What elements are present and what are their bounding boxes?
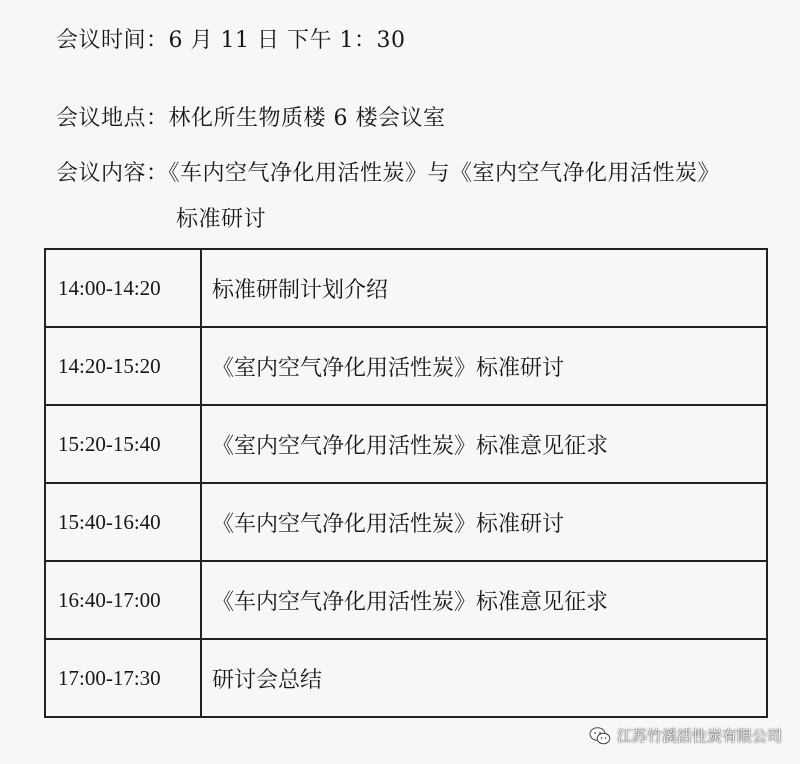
schedule-topic: 《车内空气净化用活性炭》标准意见征求 (201, 561, 767, 639)
watermark-text: 江苏竹溪活性炭有限公司 (616, 727, 782, 745)
schedule-time: 14:20-15:20 (45, 327, 201, 405)
schedule-topic: 研讨会总结 (201, 639, 767, 717)
schedule-table (44, 248, 768, 718)
schedule-topic: 《室内空气净化用活性炭》标准研讨 (201, 327, 767, 405)
schedule-time: 15:20-15:40 (45, 405, 201, 483)
wechat-icon (589, 726, 611, 746)
schedule-time: 16:40-17:00 (45, 561, 201, 639)
table-row (45, 639, 767, 717)
meeting-content-line-continued: 标准研讨 (176, 207, 267, 232)
schedule-time: 15:40-16:40 (45, 483, 201, 561)
table-row (45, 483, 767, 561)
schedule-topic: 标准研制计划介绍 (201, 249, 767, 327)
table-row (45, 327, 767, 405)
schedule-topic: 《车内空气净化用活性炭》标准研讨 (201, 483, 767, 561)
meeting-place-line: 会议地点：林化所生物质楼 6 楼会议室 (56, 106, 446, 131)
schedule-time: 17:00-17:30 (45, 639, 201, 717)
table-row (45, 249, 767, 327)
table-row (45, 405, 767, 483)
watermark (589, 725, 782, 746)
schedule-topic: 《室内空气净化用活性炭》标准意见征求 (201, 405, 767, 483)
table-row (45, 561, 767, 639)
schedule-time: 14:00-14:20 (45, 249, 201, 327)
meeting-time-line: 会议时间：6 月 11 日 下午 1：30 (56, 28, 406, 53)
meeting-content-line: 会议内容：《车内空气净化用活性炭》与《室内空气净化用活性炭》 (56, 161, 721, 186)
